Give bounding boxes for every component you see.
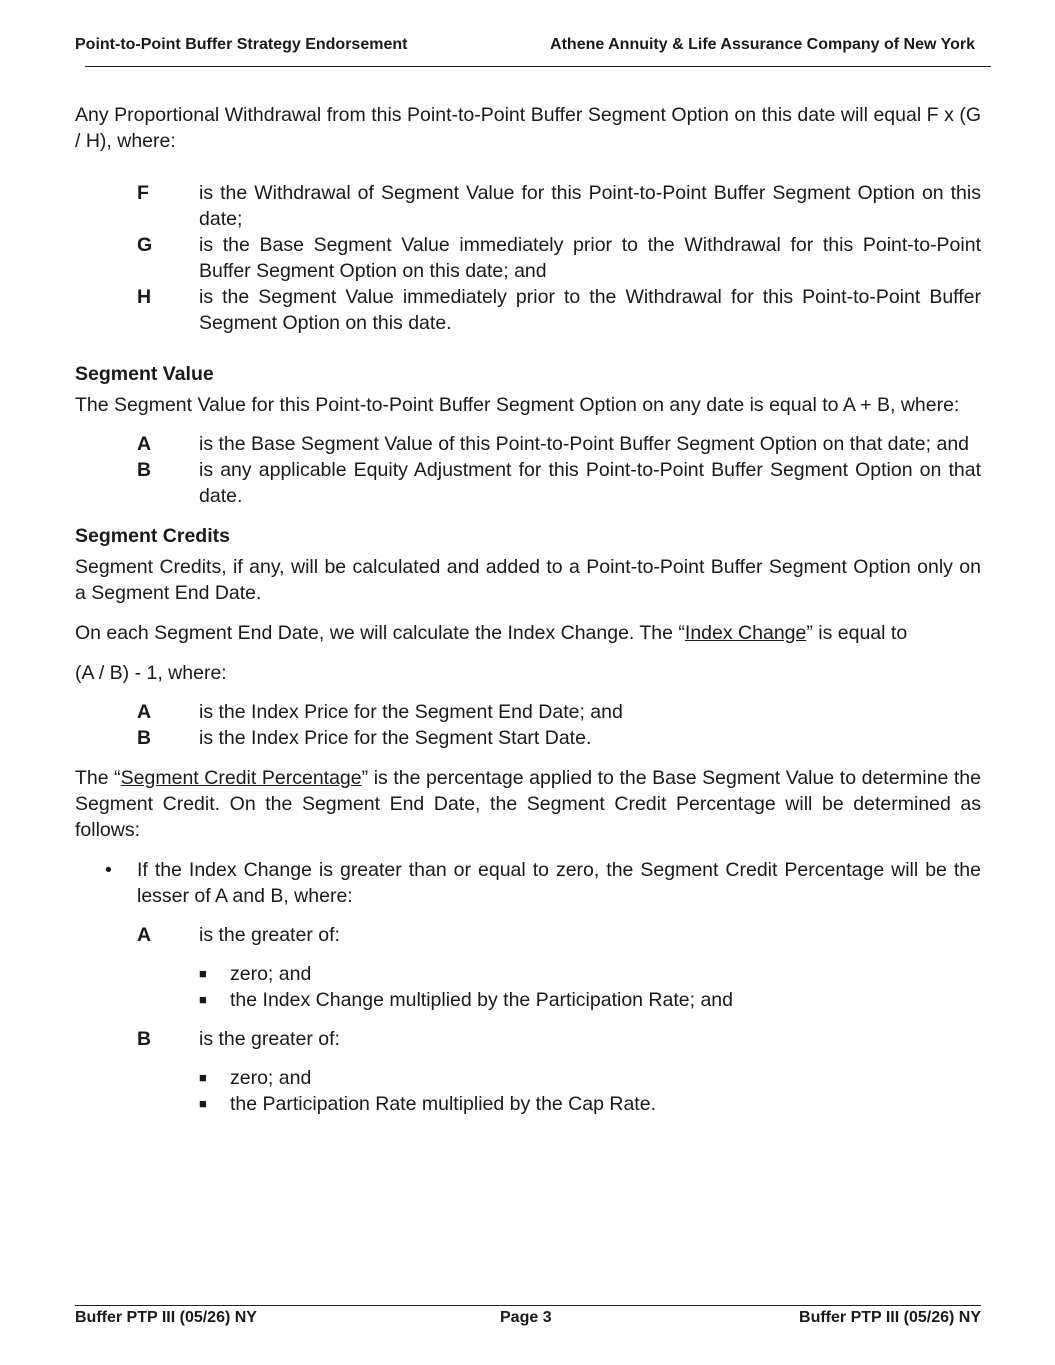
definition-term: A (137, 433, 152, 455)
square-bullet-icon: ■ (199, 992, 207, 1007)
credit-percentage-prefix: The “ (75, 767, 121, 789)
segment-credits-para: Segment Credits, if any, will be calculated and added to a Point-to-Point Buffer Segment Option only on a Segment End Date. (75, 556, 981, 604)
withdrawal-definitions (137, 180, 981, 336)
definition-term: B (137, 459, 152, 481)
sub-definition-b (137, 1026, 981, 1052)
segment-credits-heading: Segment Credits (75, 525, 230, 547)
page-footer (75, 1309, 981, 1329)
definition-item (137, 725, 981, 751)
definition-term: A (137, 701, 152, 723)
withdrawal-intro: Any Proportional Withdrawal from this Point-to-Point Buffer Segment Option on this date will equal F x (G / H), where: (75, 104, 981, 152)
page-header (75, 36, 981, 56)
list-item-text: zero; and (230, 1067, 312, 1089)
header-divider (85, 66, 991, 67)
definition-item (137, 180, 981, 232)
bullet-dot-icon: • (105, 859, 112, 881)
definition-term: F (137, 182, 149, 204)
definition-term: G (137, 234, 153, 256)
definition-term: B (137, 1028, 152, 1050)
credit-percentage-term: Segment Credit Percentage (120, 767, 362, 789)
header-title: Point-to-Point Buffer Strategy Endorsement (75, 36, 408, 53)
definition-text: is the Index Price for the Segment Start Date. (199, 727, 592, 749)
definition-item (137, 232, 981, 284)
definition-item (137, 431, 981, 457)
definition-text: is the greater of: (199, 1028, 340, 1050)
list-item (199, 987, 981, 1013)
definition-item (137, 699, 981, 725)
index-change-term: Index Change (684, 622, 807, 644)
bullet-item (105, 857, 981, 909)
list-item-text: the Index Change multiplied by the Participation Rate; and (230, 989, 733, 1011)
footer-form-number: Buffer PTP III (05/26) NY (75, 1309, 257, 1326)
square-bullet-icon: ■ (199, 966, 207, 981)
definition-text: is the Withdrawal of Segment Value for this Point-to-Point Buffer Segment Option on this date; (199, 182, 981, 230)
index-change-prefix: On each Segment End Date, we will calculate the Index Change. The “ (75, 622, 685, 644)
sub-list-b (199, 1065, 981, 1117)
page-number: Page 3 (500, 1309, 552, 1326)
segment-value-definitions (137, 431, 981, 509)
sub-list-a (199, 961, 981, 1013)
header-company: Athene Annuity & Life Assurance Company of New York (550, 36, 975, 53)
list-item (199, 1091, 981, 1117)
square-bullet-icon: ■ (199, 1070, 207, 1085)
credit-percentage-para (75, 765, 981, 843)
footer-form-number-right: Buffer PTP III (05/26) NY (799, 1309, 981, 1326)
list-item (199, 961, 981, 987)
definition-text: is the Index Price for the Segment End Date; and (199, 701, 623, 723)
list-item-text: zero; and (230, 963, 312, 985)
footer-divider (75, 1305, 981, 1306)
definition-item (137, 1026, 981, 1052)
document-body (75, 102, 981, 1117)
definition-text: is the greater of: (199, 924, 340, 946)
square-bullet-icon: ■ (199, 1096, 207, 1111)
index-change-definitions (137, 699, 981, 751)
definition-text: is any applicable Equity Adjustment for this Point-to-Point Buffer Segment Option on that date. (199, 459, 981, 507)
index-change-para (75, 620, 981, 646)
definition-item (137, 457, 981, 509)
list-item-text: the Participation Rate multiplied by the Cap Rate. (230, 1093, 656, 1115)
definition-term: B (137, 727, 152, 749)
credit-percentage-suffix: ” is the percentage applied to the Base Segment Value to determine the Segment Credit. On the Segment End Date, the Segment Credit Percentage will be determined as follows: (75, 767, 981, 841)
definition-item (137, 284, 981, 336)
definition-term: H (137, 286, 152, 308)
definition-text: is the Base Segment Value immediately prior to the Withdrawal for this Point-to-Point Buffer Segment Option on this date; and (199, 234, 981, 282)
segment-value-intro: The Segment Value for this Point-to-Point Buffer Segment Option on any date is equal to A + B, where: (75, 394, 960, 416)
segment-value-heading: Segment Value (75, 363, 214, 385)
list-item (199, 1065, 981, 1091)
definition-item (137, 922, 981, 948)
sub-definition-a (137, 922, 981, 948)
definition-term: A (137, 924, 152, 946)
definition-text: is the Base Segment Value of this Point-to-Point Buffer Segment Option on that date; and (199, 433, 970, 455)
bullet-text: If the Index Change is greater than or equal to zero, the Segment Credit Percentage will be the lesser of A and B, where: (137, 859, 981, 907)
index-change-formula: (A / B) - 1, where: (75, 662, 227, 684)
definition-text: is the Segment Value immediately prior to the Withdrawal for this Point-to-Point Buffer Segment Option on this date. (199, 286, 981, 334)
index-change-suffix: ” is equal to (806, 622, 908, 644)
